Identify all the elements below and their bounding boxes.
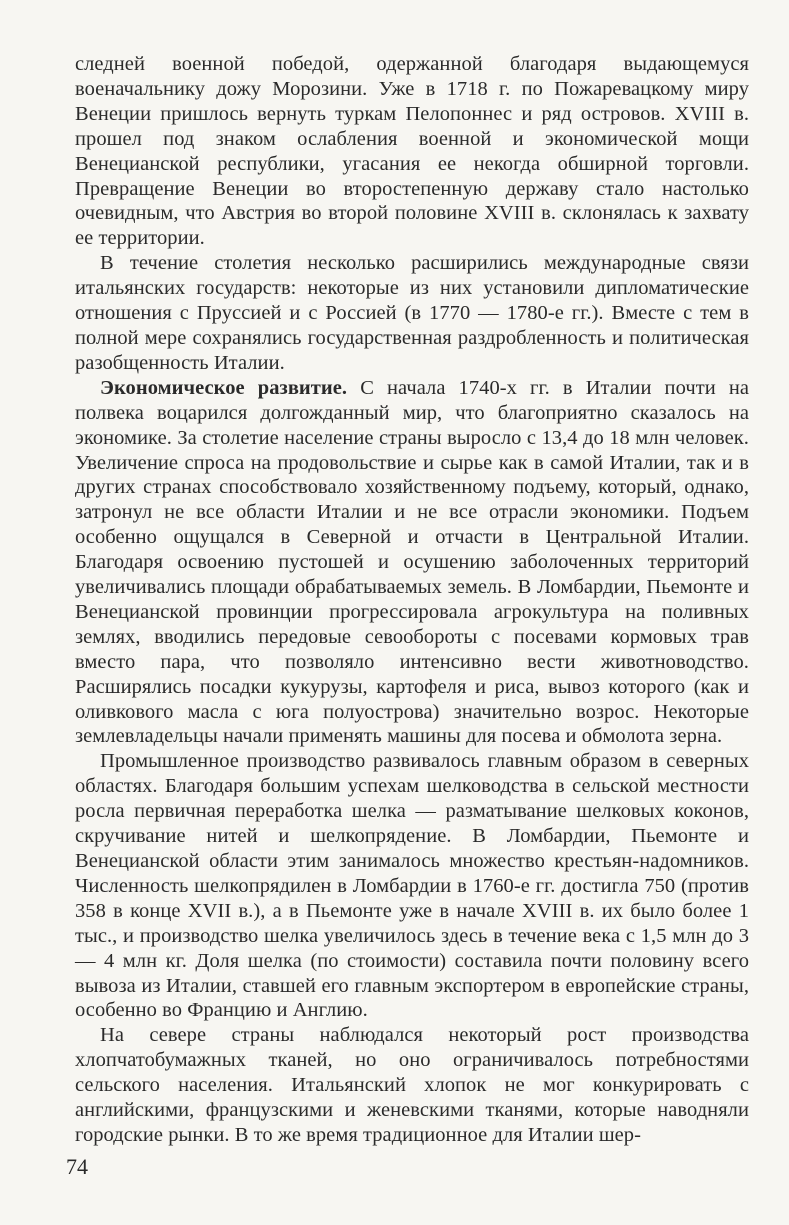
paragraph-2: В течение столетия несколько расширились международные связи итальянских государств: некоторые из них установили дипломатические отношения с Пруссией и с Россией (в 1770 — 1780-е гг.). Вместе с тем в полной мере сохранялись государственная раздробленность и политическая разобщенность Италии.: [75, 252, 749, 374]
paragraph-3: [75, 376, 749, 750]
paragraph-4: Промышленное производство развивалось главным образом в северных областях. Благодаря большим успехам шелководства в сельской местности росла первичная переработка шелка — разматывание шелковых коконов, скручивание нитей и шелкопрядение. В Ломбардии, Пьемонте и Венецианской области этим занималось множество крестьян-надомников. Численность шелкопрядилен в Ломбардии в 1760-е гг. достигла 750 (против 358 в конце XVII в.), а в Пьемонте уже в начале XVIII в. их было более 1 тыс., и производство шелка увеличилось здесь в течение века с 1,5 млн до 3 — 4 млн кг. Доля шелка (по стоимости) составила почти половину всего вывоза из Италии, ставшей его главным экспортером в европейские страны, особенно во Францию и Англию.: [75, 750, 749, 1022]
section-heading: Экономическое развитие.: [100, 376, 348, 399]
paragraph-3-text: С начала 1740-х гг. в Италии почти на полвека воцарился долгожданный мир, что благоприятно сказалось на экономике. За столетие население страны выросло с 13,4 до 18 млн человек. Увеличение спроса на продовольствие и сырье как в самой Италии, так и в других странах способствовало хозяйственному подъему, который, однако, затронул не все области Италии и не все отрасли экономики. Подъем особенно ощущался в Северной и отчасти в Центральной Италии. Благодаря освоению пустошей и осушению заболоченных территорий увеличивались площади обрабатываемых земель. В Ломбардии, Пьемонте и Венецианской провинции прогрессировала агрокультура на поливных землях, вводились передовые севообороты с посевами кормовых трав вместо пара, что позволяло интенсивно вести животноводство. Расширялись посадки кукурузы, картофеля и риса, вывоз которого (как и оливкового масла с юга полуострова) значительно возрос. Некоторые землевладельцы начали применять машины для посева и обмолота зерна.: [75, 376, 749, 748]
paragraph-1: следней военной победой, одержанной благодаря выдающемуся военачальнику дожу Морозини. Уже в 1718 г. по Пожаревацкому миру Венеции пришлось вернуть туркам Пелопоннес и ряд островов. XVIII в. прошел под знаком ослабления военной и экономической мощи Венецианской республики, угасания ее некогда обширной торговли. Превращение Венеции во второстепенную державу стало настолько очевидным, что Австрия во второй половине XVIII в. склонялась к захвату ее территории.: [75, 53, 749, 250]
paragraph-5: На севере страны наблюдался некоторый рост производства хлопчатобумажных тканей, но оно ограничивалось потребностями сельского населения. Итальянский хлопок не мог конкурировать с английскими, французскими и женевскими тканями, которые наводняли городские рынки. В то же время традиционное для Италии шер-: [75, 1024, 749, 1146]
page-number: 74: [66, 1154, 88, 1179]
